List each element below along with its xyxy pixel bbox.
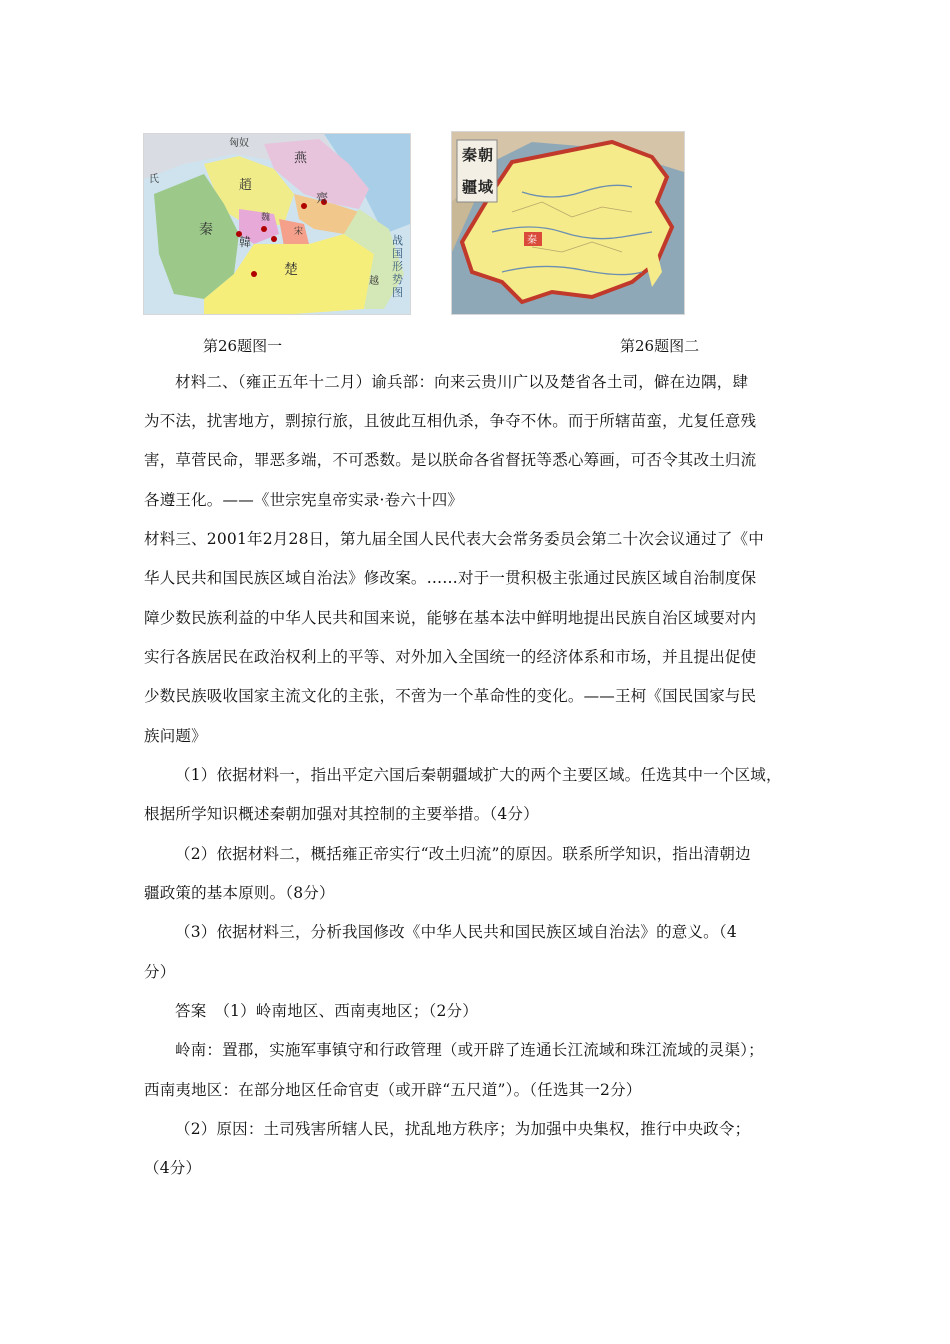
text-line: 为不法，扰害地方，剽掠行旅，且彼此互相仇杀，争夺不休。而于所辖苗蛮，尤复任意残 — [144, 412, 757, 430]
map1-title-char: 图 — [392, 286, 403, 299]
map1-title-char: 势 — [392, 273, 403, 286]
map1-label: 氏 — [149, 174, 159, 185]
text-line: 害，草菅民命，罪恶多端，不可悉数。是以朕命各省督抚等悉心筹画，可否令其改土归流 — [144, 451, 757, 469]
map1-label: 燕 — [294, 151, 308, 166]
text-line: 岭南：置郡，实施军事镇守和行政管理（或开辟了连通长江流域和珠江流域的灵渠）； — [175, 1041, 764, 1059]
qin-territory-map-graphic — [452, 132, 684, 314]
map2-title-char: 朝 — [478, 146, 494, 164]
map1-label: 越 — [369, 276, 379, 287]
map1-title-char: 战 — [392, 234, 403, 247]
map2-center-label: 秦 — [527, 235, 537, 246]
text-line: 材料三、2001年2月28日，第九届全国人民代表大会常务委员会第二十次会议通过了《中 — [144, 530, 764, 548]
map1-label: 韓 — [239, 235, 252, 249]
map1-label: 秦 — [199, 222, 213, 238]
answer-heading: 答案 （1）岭南地区、西南夷地区；（2分） — [175, 1002, 478, 1020]
text-line: 族问题》 — [144, 727, 207, 745]
text-line: 材料二、（雍正五年十二月）谕兵部：向来云贵川广以及楚省各土司，僻在边隅，肆 — [175, 373, 749, 391]
map2-title-char: 域 — [478, 178, 494, 196]
warring-states-map — [143, 133, 411, 315]
text-line: 实行各族居民在政治权利上的平等、对外加入全国统一的经济体系和市场，并且提出促使 — [144, 648, 757, 666]
text-line: （2）原因：土司残害所辖人民，扰乱地方秩序；为加强中央集权，推行中央政令； — [175, 1120, 751, 1138]
text-line: 华人民共和国民族区域自治法》修改案。……对于一贯积极主张通过民族区域自治制度保 — [144, 569, 757, 587]
qin-territory-map — [451, 131, 685, 315]
map1-title-char: 形 — [392, 260, 403, 273]
map1-label: 齊 — [316, 191, 329, 205]
text-line: 各遵王化。——《世宗宪皇帝实录·卷六十四》 — [144, 491, 464, 509]
figure-caption-1: 第26题图一 — [203, 337, 283, 355]
map1-label: 魏 — [261, 213, 271, 223]
text-line: 分） — [144, 963, 176, 981]
text-line: 根据所学知识概述秦朝加强对其控制的主要举措。（4分） — [144, 805, 539, 823]
warring-states-map-graphic — [144, 134, 410, 314]
map1-label: 匈奴 — [229, 138, 249, 149]
figure-caption-2: 第26题图二 — [620, 337, 700, 355]
map2-title-char: 疆 — [462, 178, 478, 196]
text-line: 障少数民族利益的中华人民共和国来说，能够在基本法中鲜明地提出民族自治区域要对内 — [144, 609, 757, 627]
question-3: （3）依据材料三，分析我国修改《中华人民共和国民族区域自治法》的意义。（4 — [175, 923, 737, 941]
map1-label: 宋 — [294, 227, 304, 237]
map2-title-char: 秦 — [462, 146, 478, 164]
text-line: 西南夷地区：在部分地区任命官吏（或开辟“五尺道”）。（任选其一2分） — [144, 1081, 642, 1099]
map1-title-char: 国 — [392, 247, 403, 260]
question-1: （1）依据材料一，指出平定六国后秦朝疆域扩大的两个主要区域。任选其中一个区域， — [175, 766, 782, 784]
text-line: 少数民族吸收国家主流文化的主张，不啻为一个革命性的变化。——王柯《国民国家与民 — [144, 687, 757, 705]
map1-label: 楚 — [284, 262, 298, 278]
text-line: （4分） — [144, 1159, 202, 1177]
map1-label: 趙 — [239, 178, 253, 193]
text-line: 疆政策的基本原则。（8分） — [144, 884, 335, 902]
question-2: （2）依据材料二，概括雍正帝实行“改土归流”的原因。联系所学知识，指出清朝边 — [175, 845, 751, 863]
